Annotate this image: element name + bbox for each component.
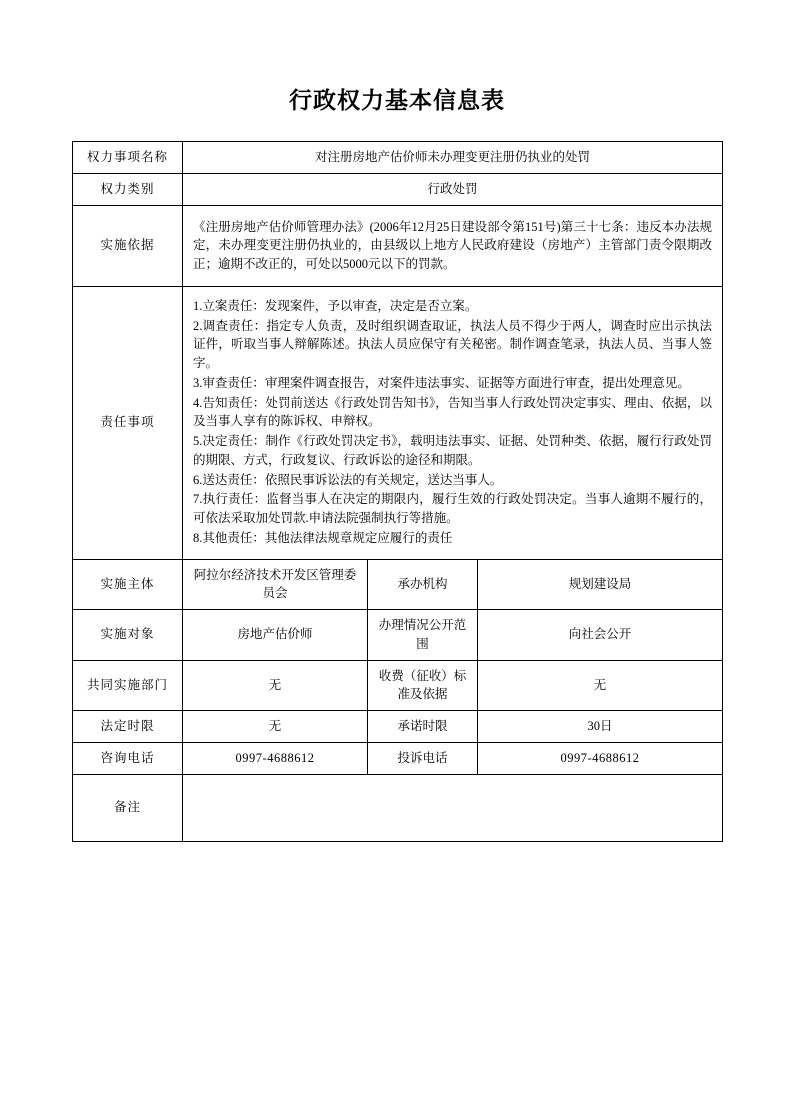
table-row-remarks [73, 774, 723, 841]
joint-dept-label: 共同实施部门 [73, 660, 183, 711]
legal-limit-value: 无 [183, 711, 368, 743]
disclosure-label: 办理情况公开范围 [368, 610, 478, 661]
list-item: 1.立案责任：发现案件，予以审查，决定是否立案。 [193, 298, 478, 313]
promised-limit-value: 30日 [478, 711, 723, 743]
list-item: 3.审查责任：审理案件调查报告，对案件违法事实、证据等方面进行审查，提出处理意见。 [193, 375, 690, 390]
subject-value: 阿拉尔经济技术开发区管理委员会 [183, 559, 368, 610]
duties-value [183, 286, 723, 559]
category-value: 行政处罚 [183, 173, 723, 205]
table-row-joint-dept [73, 660, 723, 711]
basis-label: 实施依据 [73, 205, 183, 286]
remarks-label: 备注 [73, 774, 183, 841]
list-item: 6.送达责任：依照民事诉讼法的有关规定，送达当事人。 [193, 472, 503, 487]
category-label: 权力类别 [73, 173, 183, 205]
table-row-item-name [73, 142, 723, 174]
list-item: 8.其他责任：其他法律法规章规定应履行的责任 [193, 530, 453, 545]
basis-value: 《注册房地产估价师管理办法》(2006年12月25日建设部令第151号)第三十七条：违反本办法规定，未办理变更注册仍执业的，由县级以上地方人民政府建设（房地产）主管部门责令限期改正；逾期不改正的，可处以5000元以下的罚款。 [183, 205, 723, 286]
table-row-phones [73, 742, 723, 774]
consult-phone-label: 咨询电话 [73, 742, 183, 774]
list-item: 5.决定责任：制作《行政处罚决定书》，载明违法事实、证据、处罚种类、依据，履行行政处罚的期限、方式，行政复议、行政诉讼的途径和期限。 [193, 434, 713, 467]
consult-phone-value: 0997-4688612 [183, 742, 368, 774]
joint-dept-value: 无 [183, 660, 368, 711]
subject-label: 实施主体 [73, 559, 183, 610]
duties-list [193, 297, 712, 548]
handler-value: 规划建设局 [478, 559, 723, 610]
object-value: 房地产估价师 [183, 610, 368, 661]
table-row-duties [73, 286, 723, 559]
handler-label: 承办机构 [368, 559, 478, 610]
complaint-phone-value: 0997-4688612 [478, 742, 723, 774]
fee-label: 收费（征收）标准及依据 [368, 660, 478, 711]
duties-label: 责任事项 [73, 286, 183, 559]
table-row-time-limit [73, 711, 723, 743]
list-item: 7.执行责任：监督当事人在决定的期限内，履行生效的行政处罚决定。当事人逾期不履行的，可依法采取加处罚款.申请法院强制执行等措施。 [193, 492, 713, 525]
page-title: 行政权力基本信息表 [289, 87, 505, 113]
promised-limit-label: 承诺时限 [368, 711, 478, 743]
item-name-value: 对注册房地产估价师未办理变更注册仍执业的处罚 [183, 142, 723, 174]
power-info-table [72, 141, 723, 842]
object-label: 实施对象 [73, 610, 183, 661]
table-row-subject [73, 559, 723, 610]
legal-limit-label: 法定时限 [73, 711, 183, 743]
remarks-value [183, 774, 723, 841]
list-item: 2.调查责任：指定专人负责，及时组织调查取证，执法人员不得少于两人，调查时应出示执法证件，听取当事人辩解陈述。执法人员应保守有关秘密。制作调查笔录，执法人员、当事人签字。 [193, 318, 713, 370]
table-row-category [73, 173, 723, 205]
table-row-basis [73, 205, 723, 286]
list-item: 4.告知责任：处罚前送达《行政处罚告知书》，告知当事人行政处罚决定事实、理由、依据，以及当事人享有的陈诉权、申辩权。 [193, 395, 713, 429]
item-name-label: 权力事项名称 [73, 142, 183, 174]
disclosure-value: 向社会公开 [478, 610, 723, 661]
table-row-object [73, 610, 723, 661]
complaint-phone-label: 投诉电话 [368, 742, 478, 774]
fee-value: 无 [478, 660, 723, 711]
